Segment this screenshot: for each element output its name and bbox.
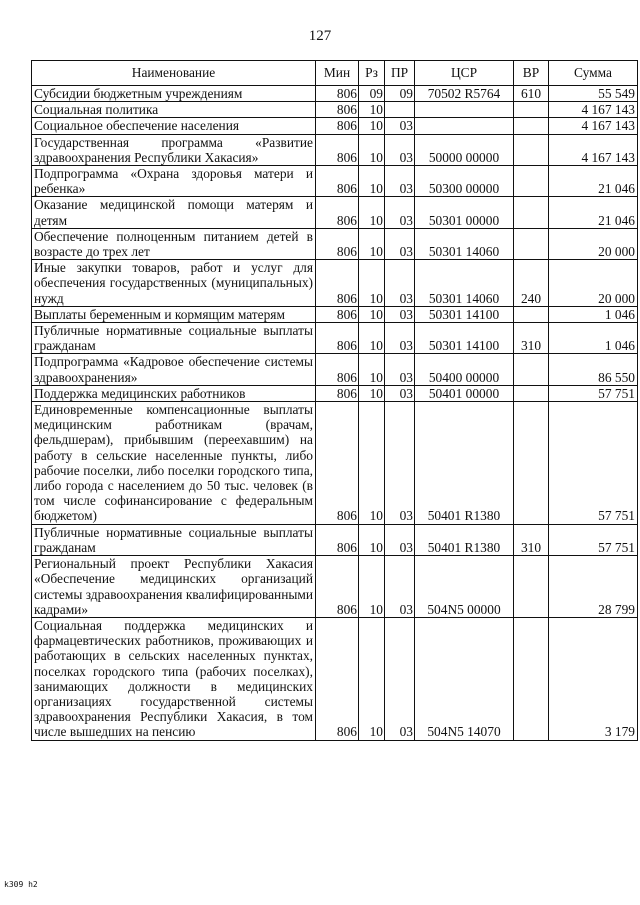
row-sum: 1 046: [549, 323, 638, 354]
table-row: [32, 524, 638, 555]
row-rz: 09: [359, 86, 385, 102]
row-vr: [514, 617, 549, 740]
row-pr: 03: [385, 323, 415, 354]
row-name: Региональный проект Республики Хакасия «Обеспечение медицинских организаций системы здравоохранения квалифицированными кадрами»: [32, 556, 316, 618]
row-vr: [514, 385, 549, 401]
row-csr: 50401 R1380: [415, 524, 514, 555]
row-csr: 504N5 00000: [415, 556, 514, 618]
row-pr: 03: [385, 617, 415, 740]
row-csr: 50301 14060: [415, 260, 514, 307]
row-csr: 50301 14100: [415, 323, 514, 354]
row-vr: [514, 118, 549, 134]
row-min: 806: [316, 617, 359, 740]
table-row: [32, 260, 638, 307]
row-sum: 20 000: [549, 260, 638, 307]
table-row: [32, 402, 638, 525]
table-row: [32, 118, 638, 134]
row-name: Публичные нормативные социальные выплаты гражданам: [32, 323, 316, 354]
row-sum: 3 179: [549, 617, 638, 740]
row-vr: [514, 228, 549, 259]
row-min: 806: [316, 118, 359, 134]
header-min: Мин: [316, 61, 359, 86]
row-pr: 03: [385, 260, 415, 307]
table-row: [32, 134, 638, 165]
header-sum: Сумма: [549, 61, 638, 86]
row-rz: 10: [359, 166, 385, 197]
row-rz: 10: [359, 354, 385, 385]
row-name: Субсидии бюджетным учреждениям: [32, 86, 316, 102]
row-sum: 20 000: [549, 228, 638, 259]
row-rz: 10: [359, 617, 385, 740]
row-pr: 03: [385, 385, 415, 401]
row-sum: 4 167 143: [549, 134, 638, 165]
row-min: 806: [316, 166, 359, 197]
table-row: [32, 166, 638, 197]
row-sum: 57 751: [549, 524, 638, 555]
row-name: Социальная политика: [32, 102, 316, 118]
row-csr: [415, 118, 514, 134]
row-csr: [415, 102, 514, 118]
row-name: Поддержка медицинских работников: [32, 385, 316, 401]
row-vr: 310: [514, 323, 549, 354]
row-sum: 4 167 143: [549, 102, 638, 118]
row-csr: 50301 00000: [415, 197, 514, 228]
table-row: [32, 228, 638, 259]
row-min: 806: [316, 134, 359, 165]
row-pr: 03: [385, 556, 415, 618]
row-sum: 1 046: [549, 306, 638, 322]
row-name: Единовременные компенсационные выплаты медицинским работникам (врачам, фельдшерам), прибывшим (переехавшим) на работу в сельские населенные пункты, либо рабочие поселки, либо поселки городского типа, либо города с населением до 50 тыс. человек (в том числе софинансирование с федеральным бюджетом): [32, 402, 316, 525]
row-min: 806: [316, 354, 359, 385]
row-rz: 10: [359, 556, 385, 618]
row-rz: 10: [359, 134, 385, 165]
row-sum: 57 751: [549, 385, 638, 401]
table-row: [32, 354, 638, 385]
table-row: [32, 556, 638, 618]
row-vr: 310: [514, 524, 549, 555]
row-csr: 50400 00000: [415, 354, 514, 385]
row-min: 806: [316, 228, 359, 259]
row-min: 806: [316, 385, 359, 401]
row-name: Обеспечение полноценным питанием детей в возрасте до трех лет: [32, 228, 316, 259]
budget-table: [31, 60, 638, 741]
row-sum: 21 046: [549, 197, 638, 228]
header-pr: ПР: [385, 61, 415, 86]
row-sum: 86 550: [549, 354, 638, 385]
row-csr: 50401 00000: [415, 385, 514, 401]
row-min: 806: [316, 306, 359, 322]
row-sum: 21 046: [549, 166, 638, 197]
row-name: Социальное обеспечение населения: [32, 118, 316, 134]
row-vr: [514, 197, 549, 228]
row-rz: 10: [359, 228, 385, 259]
row-csr: 50301 14100: [415, 306, 514, 322]
row-vr: 610: [514, 86, 549, 102]
page-number: 127: [308, 28, 332, 44]
row-vr: 240: [514, 260, 549, 307]
row-name: Подпрограмма «Кадровое обеспечение системы здравоохранения»: [32, 354, 316, 385]
row-sum: 4 167 143: [549, 118, 638, 134]
row-csr: 70502 R5764: [415, 86, 514, 102]
row-pr: 03: [385, 166, 415, 197]
row-min: 806: [316, 260, 359, 307]
row-sum: 55 549: [549, 86, 638, 102]
row-name: Иные закупки товаров, работ и услуг для обеспечения государственных (муниципальных) нужд: [32, 260, 316, 307]
row-name: Публичные нормативные социальные выплаты гражданам: [32, 524, 316, 555]
row-rz: 10: [359, 323, 385, 354]
row-csr: 50000 00000: [415, 134, 514, 165]
table-row: [32, 617, 638, 740]
row-vr: [514, 102, 549, 118]
row-pr: 03: [385, 524, 415, 555]
footer-code: k309 h2: [4, 880, 38, 889]
row-rz: 10: [359, 118, 385, 134]
table-row: [32, 323, 638, 354]
header-csr: ЦСР: [415, 61, 514, 86]
row-pr: 03: [385, 228, 415, 259]
row-vr: [514, 166, 549, 197]
table-header-row: [32, 61, 638, 86]
row-pr: 03: [385, 134, 415, 165]
row-name: Выплаты беременным и кормящим матерям: [32, 306, 316, 322]
header-rz: Рз: [359, 61, 385, 86]
row-sum: 57 751: [549, 402, 638, 525]
row-pr: [385, 102, 415, 118]
row-rz: 10: [359, 197, 385, 228]
row-min: 806: [316, 323, 359, 354]
row-name: Социальная поддержка медицинских и фармацевтических работников, проживающих и работающих в сельских населенных пунктах, поселках городского типа (рабочих поселках), занимающих должности в медицинских организациях государственной системы здравоохранения Республики Хакасия, в том числе вышедших на пенсию: [32, 617, 316, 740]
table-row: [32, 102, 638, 118]
table-row: [32, 306, 638, 322]
row-min: 806: [316, 102, 359, 118]
row-sum: 28 799: [549, 556, 638, 618]
header-vr: ВР: [514, 61, 549, 86]
row-rz: 10: [359, 402, 385, 525]
row-min: 806: [316, 524, 359, 555]
row-name: Подпрограмма «Охрана здоровья матери и ребенка»: [32, 166, 316, 197]
row-pr: 03: [385, 118, 415, 134]
row-rz: 10: [359, 260, 385, 307]
row-vr: [514, 556, 549, 618]
table-row: [32, 385, 638, 401]
row-vr: [514, 134, 549, 165]
row-vr: [514, 354, 549, 385]
row-rz: 10: [359, 524, 385, 555]
row-min: 806: [316, 86, 359, 102]
row-pr: 03: [385, 306, 415, 322]
row-rz: 10: [359, 102, 385, 118]
table-row: [32, 197, 638, 228]
row-csr: 504N5 14070: [415, 617, 514, 740]
row-vr: [514, 402, 549, 525]
row-min: 806: [316, 556, 359, 618]
row-pr: 03: [385, 197, 415, 228]
row-rz: 10: [359, 385, 385, 401]
row-name: Оказание медицинской помощи матерям и детям: [32, 197, 316, 228]
header-name: Наименование: [32, 61, 316, 86]
row-name: Государственная программа «Развитие здравоохранения Республики Хакасия»: [32, 134, 316, 165]
row-min: 806: [316, 402, 359, 525]
table-row: [32, 86, 638, 102]
row-pr: 09: [385, 86, 415, 102]
row-pr: 03: [385, 402, 415, 525]
row-csr: 50300 00000: [415, 166, 514, 197]
row-pr: 03: [385, 354, 415, 385]
row-min: 806: [316, 197, 359, 228]
row-csr: 50301 14060: [415, 228, 514, 259]
row-csr: 50401 R1380: [415, 402, 514, 525]
row-rz: 10: [359, 306, 385, 322]
row-vr: [514, 306, 549, 322]
